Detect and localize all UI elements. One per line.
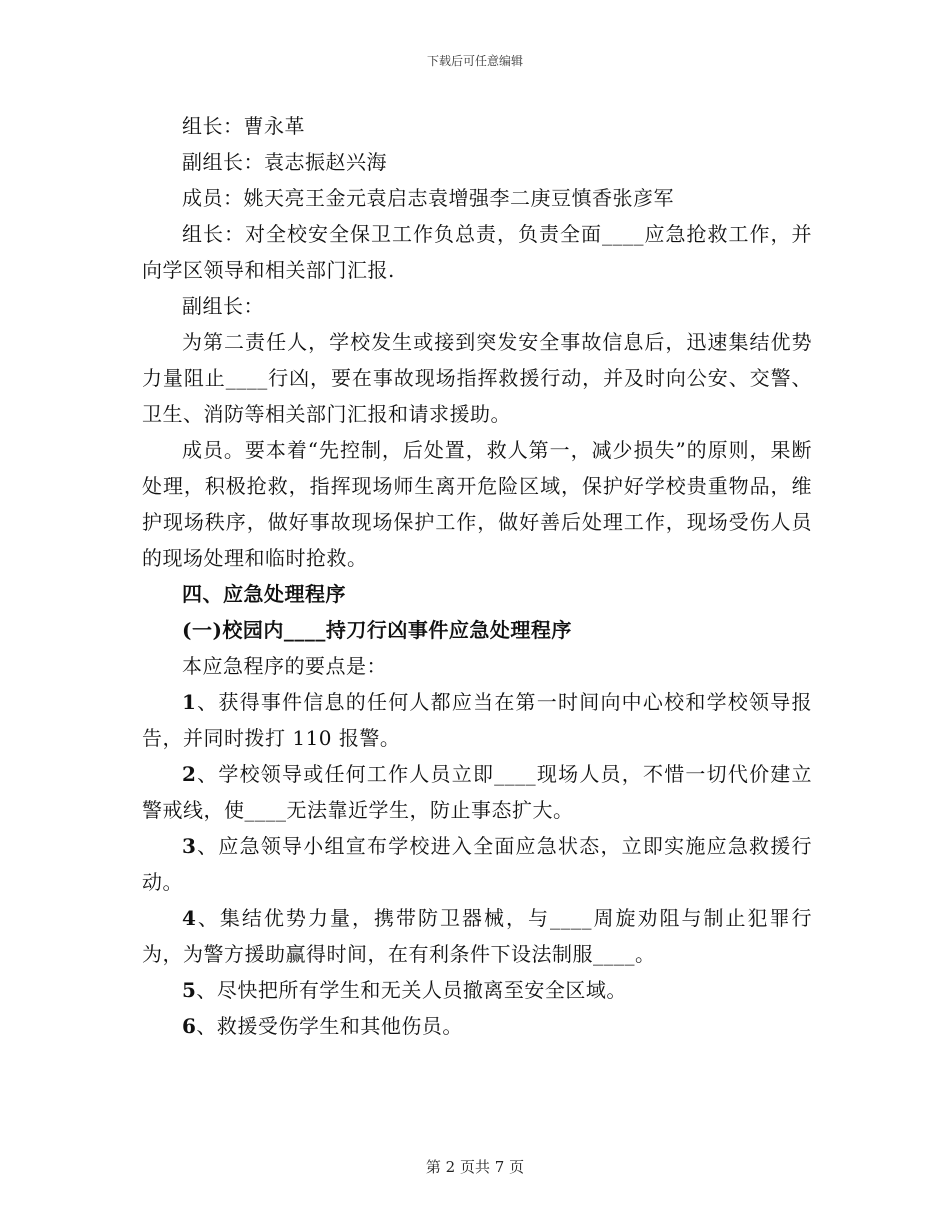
document-body bbox=[142, 108, 812, 1044]
list-number: 5 bbox=[182, 978, 197, 1002]
paragraph-members-duty: 成员。要本着“先控制，后处置，救人第一，减少损失”的原则，果断处理，积极抢救，指挥现场师生离开危险区域，保护好学校贵重物品，维护现场秩序，做好事故现场保护工作，做好善后处理工作，现场受伤人员的现场处理和临时抢救。 bbox=[142, 438, 812, 570]
list-item-6 bbox=[142, 1008, 812, 1044]
paragraph-members: 成员：姚天亮王金元袁启志袁增强李二庚豆慎香张彦军 bbox=[182, 186, 674, 210]
list-text: 、学校领导或任何工作人员立即____现场人员，不惜一切代价建立警戒线，使____无法靠近学生，防止事态扩大。 bbox=[142, 762, 812, 822]
list-number: 2 bbox=[182, 762, 197, 786]
section-heading: 四、应急处理程序 bbox=[182, 582, 346, 606]
list-item-3 bbox=[142, 828, 812, 900]
list-number: 3 bbox=[182, 834, 197, 858]
list-item-5 bbox=[142, 972, 812, 1008]
page-header: 下载后可任意编辑 bbox=[426, 54, 523, 68]
list-text: 、应急领导小组宣布学校进入全面应急状态，立即实施应急救援行动。 bbox=[142, 834, 812, 894]
list-number: 1 bbox=[182, 690, 197, 714]
paragraph-leader-duty: 组长：对全校安全保卫工作负总责，负责全面____应急抢救工作，并向学区领导和相关部门汇报. bbox=[142, 222, 812, 282]
list-item-4 bbox=[142, 900, 812, 972]
list-text: 、集结优势力量，携带防卫器械，与____周旋劝阻与制止犯罪行为，为警方援助赢得时间，在有利条件下设法制服____。 bbox=[142, 906, 812, 966]
list-text: 、获得事件信息的任何人都应当在第一时间向中心校和学校领导报告，并同时拨打 110 报警。 bbox=[142, 690, 812, 750]
list-item-1 bbox=[142, 684, 812, 756]
paragraph-deputy-duty: 为第二责任人，学校发生或接到突发安全事故信息后，迅速集结优势力量阻止____行凶，要在事故现场指挥救援行动，并及时向公安、交警、卫生、消防等相关部门汇报和请求援助。 bbox=[142, 330, 812, 426]
list-number: 4 bbox=[182, 906, 197, 930]
list-text: 、尽快把所有学生和无关人员撤离至安全区域。 bbox=[196, 978, 627, 1002]
paragraph-leader: 组长：曹永革 bbox=[182, 114, 305, 138]
paragraph-deputy-label: 副组长： bbox=[182, 294, 264, 318]
list-text: 、救援受伤学生和其他伤员。 bbox=[196, 1014, 463, 1038]
paragraph-key-points: 本应急程序的要点是： bbox=[182, 654, 387, 678]
subsection-heading: (一)校园内____持刀行凶事件应急处理程序 bbox=[182, 618, 572, 642]
paragraph-deputy-leader: 副组长：袁志振赵兴海 bbox=[182, 150, 387, 174]
page-number: 第 2 页共 7 页 bbox=[425, 1158, 525, 1176]
list-item-2 bbox=[142, 756, 812, 828]
list-number: 6 bbox=[182, 1014, 197, 1038]
